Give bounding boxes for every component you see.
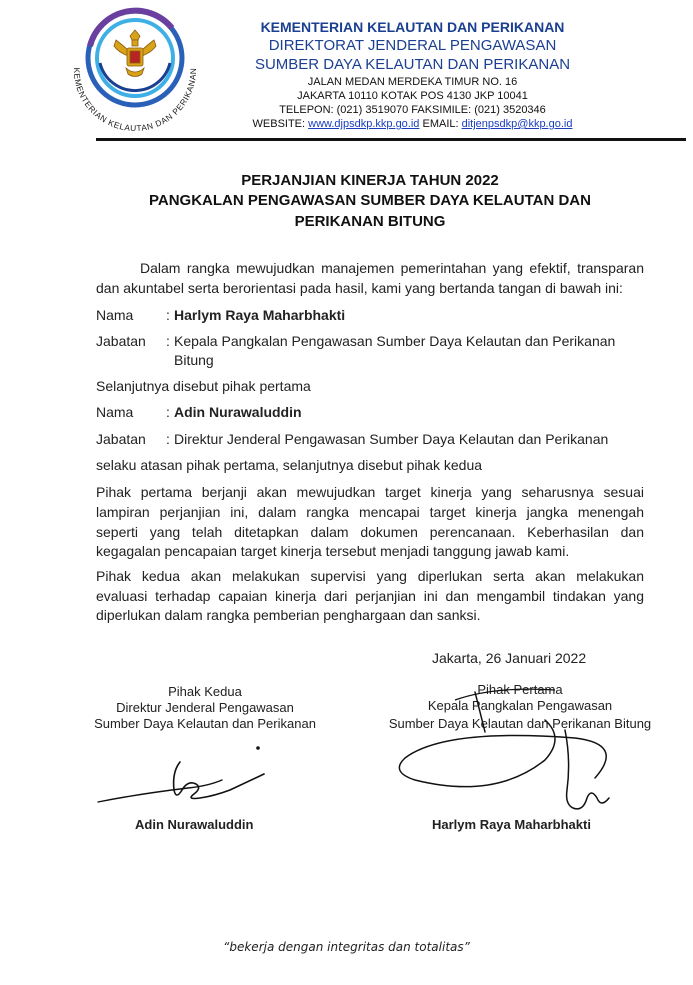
- ministry-logo: [60, 8, 210, 133]
- intro-paragraph-line-2: dan akuntabel serta berorientasi pada hasil, kami yang bertanda tangan di bawah ini:: [96, 280, 623, 296]
- left-signatory-title-line-2: Sumber Daya Kelautan dan Perikanan: [94, 716, 316, 731]
- party1-name: : Harlym Raya Maharbhakti: [166, 307, 346, 323]
- paragraph1-line-2: lampiran perjanjian ini, dalam rangka mencapai target kinerja jangka menengah: [96, 504, 644, 520]
- party2-note: selaku atasan pihak pertama, selanjutnya disebut pihak kedua: [96, 457, 483, 473]
- svg-text:KEMENTERIAN KELAUTAN DAN PERIK: KEMENTERIAN KELAUTAN DAN PERIKANAN: [71, 67, 199, 134]
- party1-position-line-1: Kepala Pangkalan Pengawasan Sumber Daya Kelautan dan Perikanan: [174, 333, 616, 349]
- telephone-line: TELEPON: (021) 3519070 FAKSIMILE: (021) 3520346: [279, 104, 546, 116]
- left-signatory-name: Adin Nurawaluddin: [135, 817, 254, 832]
- party1-position-line-2: Bitung: [174, 352, 214, 368]
- document-subtitle-line-1: PANGKALAN PENGAWASAN SUMBER DAYA KELAUTAN DAN: [149, 192, 591, 209]
- party2-name: : Adin Nurawaluddin: [166, 404, 302, 420]
- directorate-name: DIREKTORAT JENDERAL PENGAWASAN: [268, 37, 557, 54]
- email-link[interactable]: ditjenpsdkp@kkp.go.id: [461, 118, 573, 130]
- ministry-name: KEMENTERIAN KELAUTAN DAN PERIKANAN: [260, 19, 565, 35]
- left-signatory-role: Pihak Kedua: [168, 684, 242, 699]
- intro-paragraph-line-1: Dalam rangka mewujudkan manajemen pemerintahan yang efektif, transparan: [140, 260, 644, 276]
- party1-position-cont: [166, 350, 646, 370]
- party1-note: Selanjutnya disebut pihak pertama: [96, 378, 311, 394]
- footer-motto: “bekerja dengan integritas dan totalitas”: [223, 940, 470, 954]
- left-handwritten-signature: [90, 740, 290, 820]
- garuda-emblem: [114, 30, 156, 77]
- website-link[interactable]: www.djpsdkp.kkp.go.id: [308, 118, 420, 130]
- document-subtitle-line-2: PERIKANAN BITUNG: [294, 213, 446, 230]
- party1-position: : Kepala Pangkalan Pengawasan Sumber Daya Kelautan dan Perikanan: [166, 333, 616, 349]
- paragraph2-line-2: evaluasi terhadap capaian kinerja dari perjanjian ini dan mengambil tindakan yang: [96, 588, 644, 604]
- letterhead-divider: [96, 138, 686, 141]
- paragraph2-line-3: diperlukan dalam rangka pemberian penghargaan dan sanksi.: [96, 607, 481, 623]
- address-line-2: JAKARTA 10110 KOTAK POS 4130 JKP 10041: [297, 90, 528, 102]
- address-line-1: JALAN MEDAN MERDEKA TIMUR NO. 16: [307, 76, 518, 88]
- paragraph2-line-1: Pihak kedua akan melakukan supervisi yang diperlukan serta akan melakukan: [96, 568, 644, 584]
- right-signatory-title-line-1: Kepala Pangkalan Pengawasan: [427, 698, 613, 713]
- email-label: EMAIL:: [422, 118, 459, 130]
- right-signatory-role: Pihak Pertama: [477, 682, 563, 697]
- paragraph1-line-1: Pihak pertama berjanji akan mewujudkan target kinerja yang seharusnya sesuai: [96, 484, 644, 500]
- contact-line: [215, 118, 610, 131]
- party2-position-value: Direktur Jenderal Pengawasan Sumber Daya Kelautan dan Perikanan: [174, 431, 609, 447]
- right-signatory-name: Harlym Raya Maharbhakti: [432, 817, 591, 832]
- document-title: PERJANJIAN KINERJA TAHUN 2022: [241, 172, 499, 189]
- right-handwritten-signature: [395, 690, 655, 835]
- website-label: WEBSITE:: [252, 118, 306, 130]
- directorate-subtitle: SUMBER DAYA KELAUTAN DAN PERIKANAN: [254, 56, 571, 73]
- paragraph1-line-3: seperti yang telah ditetapkan dalam dokumen perencanaan. Keberhasilan dan: [96, 524, 644, 540]
- party2-name-value: Adin Nurawaluddin: [174, 404, 302, 420]
- left-signatory-title-line-1: Direktur Jenderal Pengawasan: [116, 700, 294, 715]
- right-signatory-title-line-2: Sumber Daya Kelautan dan Perikanan Bitung: [388, 716, 652, 731]
- party1-name-value: Harlym Raya Maharbhakti: [174, 307, 346, 323]
- party2-name-label: Nama: [96, 404, 134, 420]
- party1-name-label: Nama: [96, 307, 134, 323]
- place-date: Jakarta, 26 Januari 2022: [432, 650, 587, 666]
- paragraph1-line-4: kegagalan pencapaian target kinerja tersebut menjadi tanggung jawab kami.: [96, 543, 570, 559]
- party2-position: : Direktur Jenderal Pengawasan Sumber Daya Kelautan dan Perikanan: [166, 431, 609, 447]
- party2-position-label: Jabatan: [96, 431, 146, 447]
- party1-position-label: Jabatan: [96, 333, 146, 349]
